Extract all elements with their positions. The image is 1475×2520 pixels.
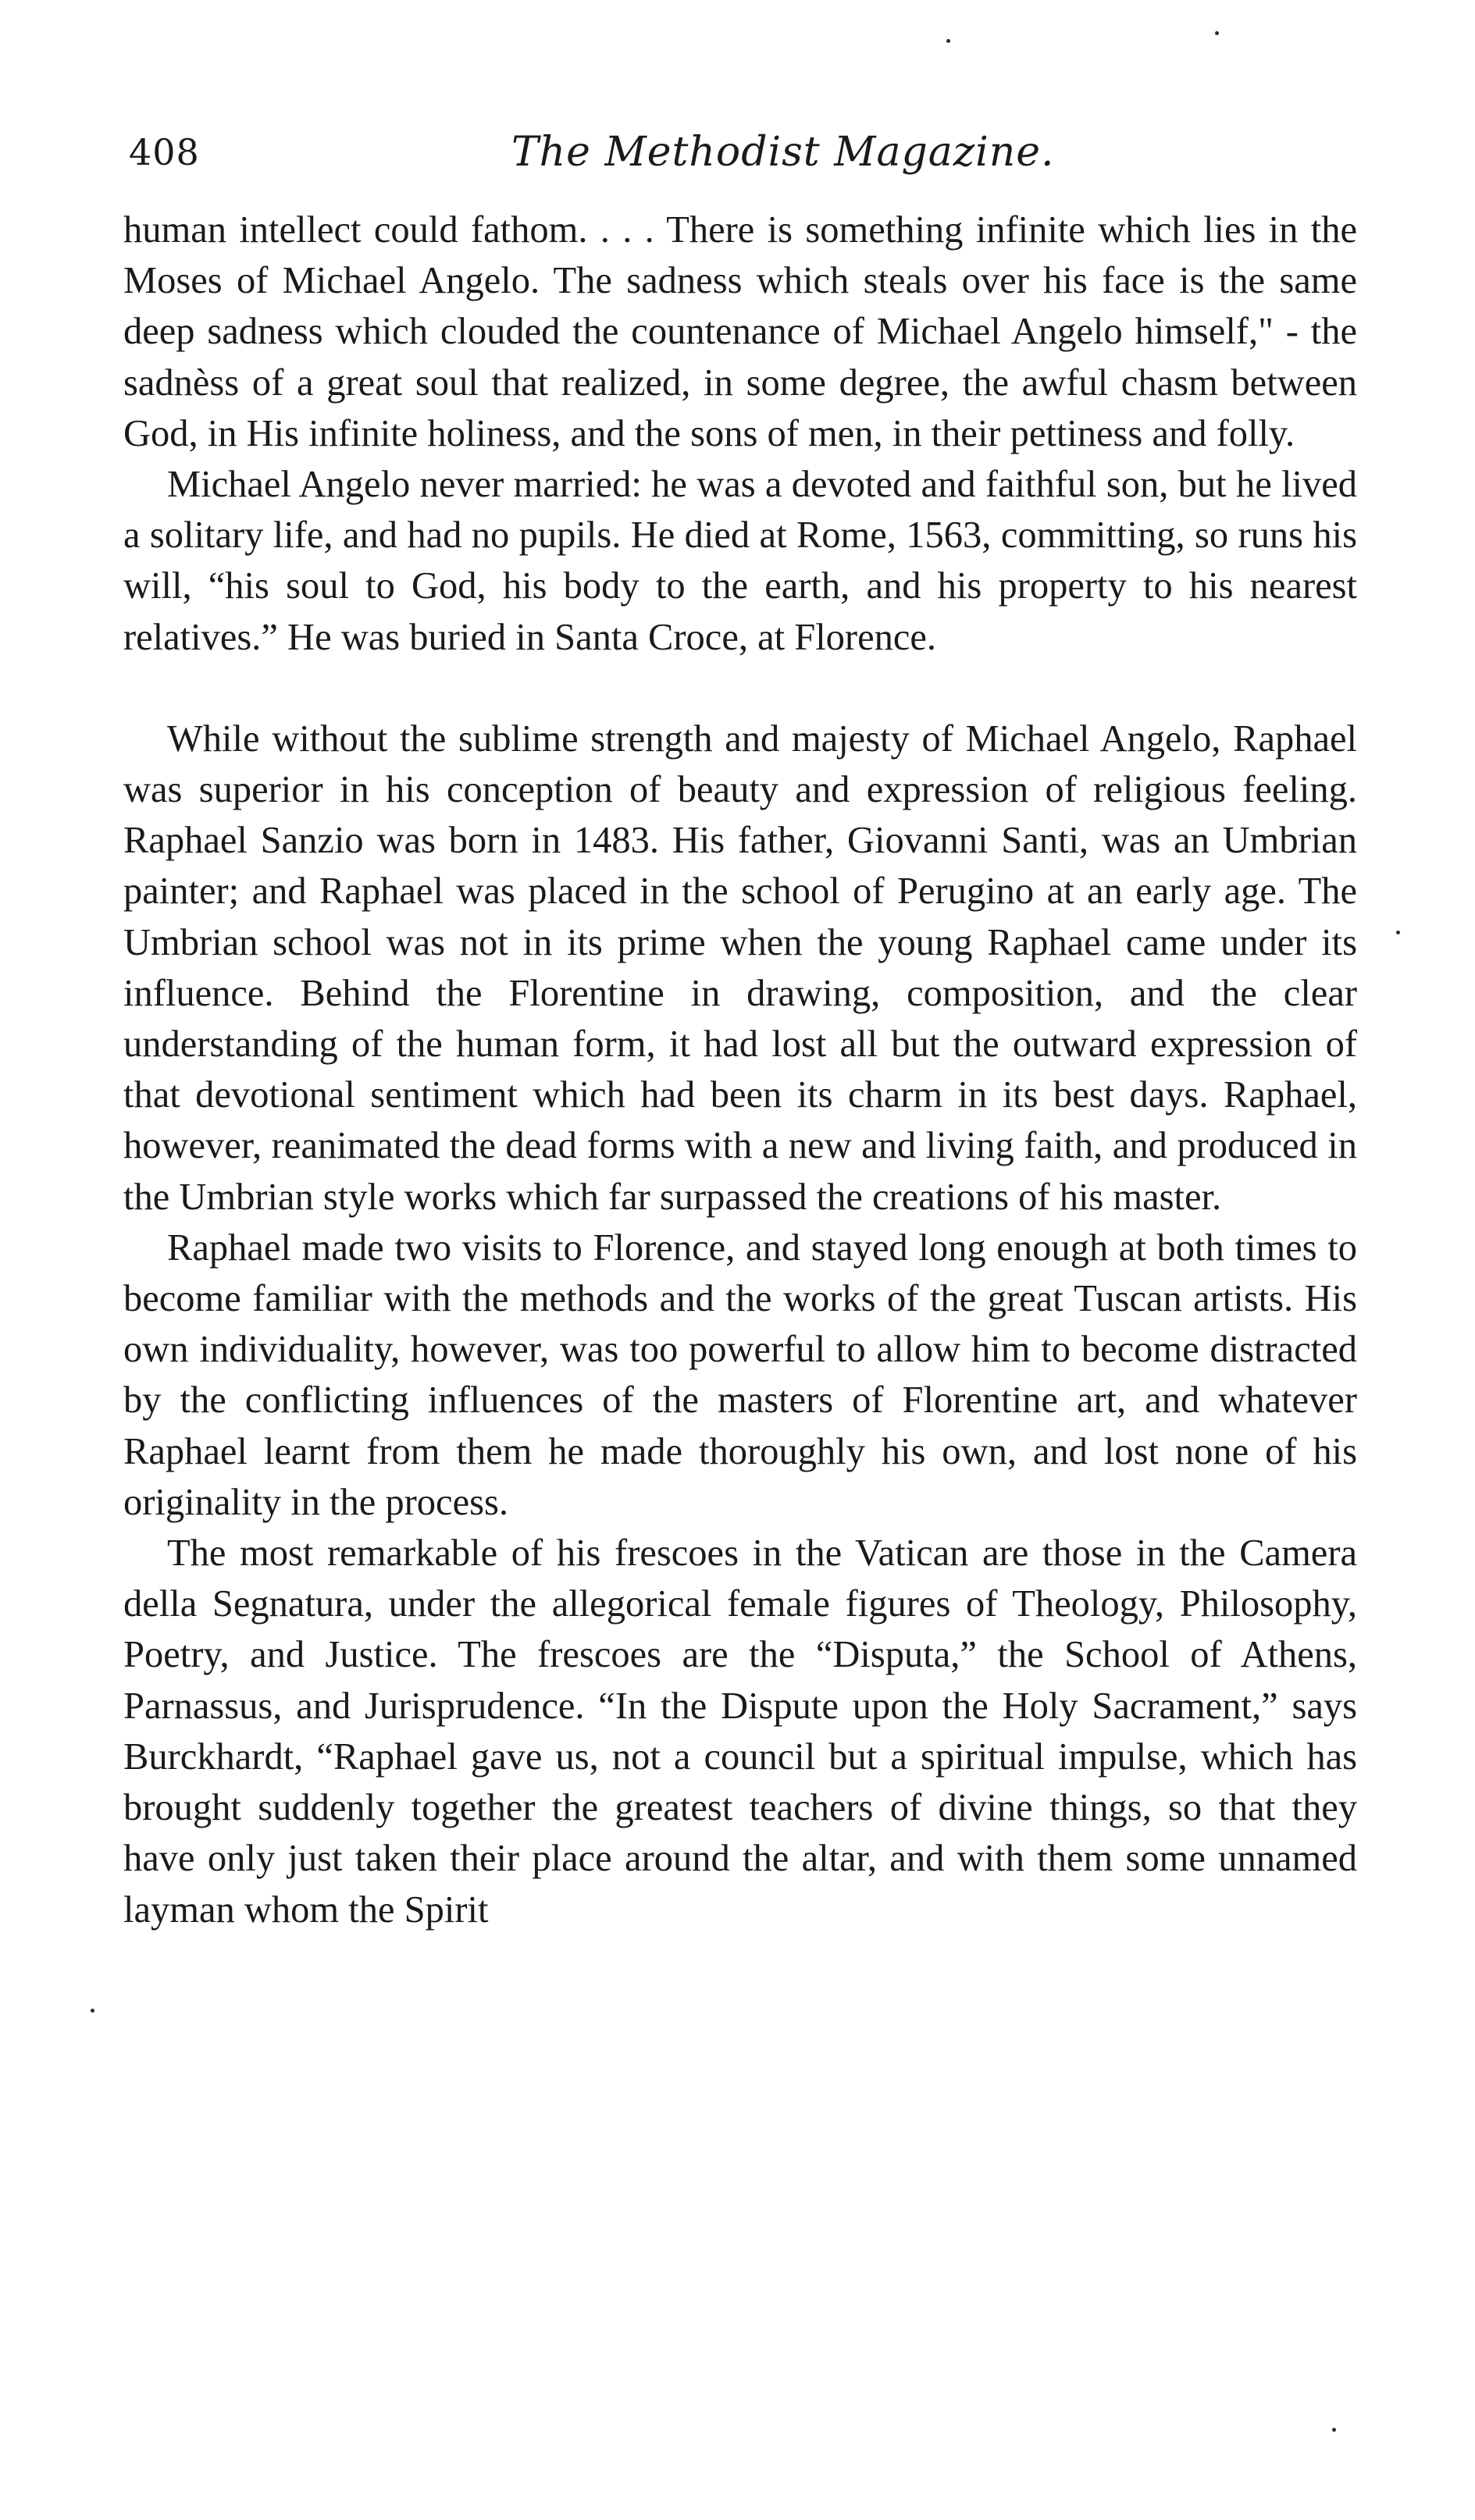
scan-speck — [1215, 31, 1219, 35]
scan-speck — [946, 39, 950, 43]
paragraph-raphael-florence: Raphael made two visits to Florence, and stayed long enough at both times to become familiar with the methods and the works of the great Tuscan artists. His own individuality, however, was too powerful to allow him to become distracted by the conflicting influences of the masters of Florentine art, and whatever Raphael learnt from them he made thoroughly his own, and lost none of his originality in the process. — [123, 1226, 1357, 1523]
running-head — [129, 117, 1347, 187]
paragraph-moses: human intellect could fathom. . . . There is something infinite which lies in the Moses of Michael Angelo. The sadness which steals over his face is the same deep sadness which clouded the countenance of Michael Angelo himself," - the sadnèss of a great soul that realized, in some degree, the awful chasm between God, in His infinite holiness, and the sons of men, in their pettiness and folly. — [123, 209, 1357, 454]
paragraph-raphael-intro: While without the sublime strength and majesty of Michael Angelo, Raphael was superior in his conception of beauty and expression of religious feeling. Raphael Sanzio was born in 1483. His father, Giovanni Santi, was an Umbrian painter; and Raphael was placed in the school of Perugino at an early age. The Umbrian school was not in its prime when the young Raphael came under its influence. Behind the Florentine in drawing, composition, and the clear understanding of the human form, it had lost all but the outward expression of that devotional sentiment which had been its charm in its best days. Raphael, however, reanimated the dead forms with a new and living faith, and produced in the Umbrian style works which far surpassed the creations of his master. — [123, 717, 1357, 1218]
page-number: 408 — [129, 131, 200, 173]
paragraph-michael-angelo-life: Michael Angelo never married: he was a devoted and faithful son, but he lived a solitary life, and had no pupils. He died at Rome, 1563, committing, so runs his will, “his soul to God, his body to the earth, and his property to his nearest relatives.” He was buried in Santa Croce, at Florence. — [123, 464, 1357, 658]
scan-speck — [1396, 931, 1400, 934]
paragraph-vatican-frescoes: The most remarkable of his frescoes in the Vatican are those in the Camera della Segnatura, under the allegorical female figures of Theology, Philosophy, Poetry, and Justice. The frescoes are the “Disputa,” the School of Athens, Parnassus, and Jurisprudence. “In the Dispute upon the Holy Sacrament,” says Burckhardt, “Raphael gave us, not a council but a spiritual impulse, which has brought suddenly together the greatest teachers of divine things, so that they have only just taken their place around the altar, and with them some unnamed layman whom the Spirit — [123, 1532, 1357, 1931]
article-body — [123, 205, 1357, 1935]
scan-speck — [91, 2009, 94, 2013]
journal-title: The Methodist Magazine. — [511, 129, 1055, 176]
scan-speck — [1332, 2428, 1336, 2432]
